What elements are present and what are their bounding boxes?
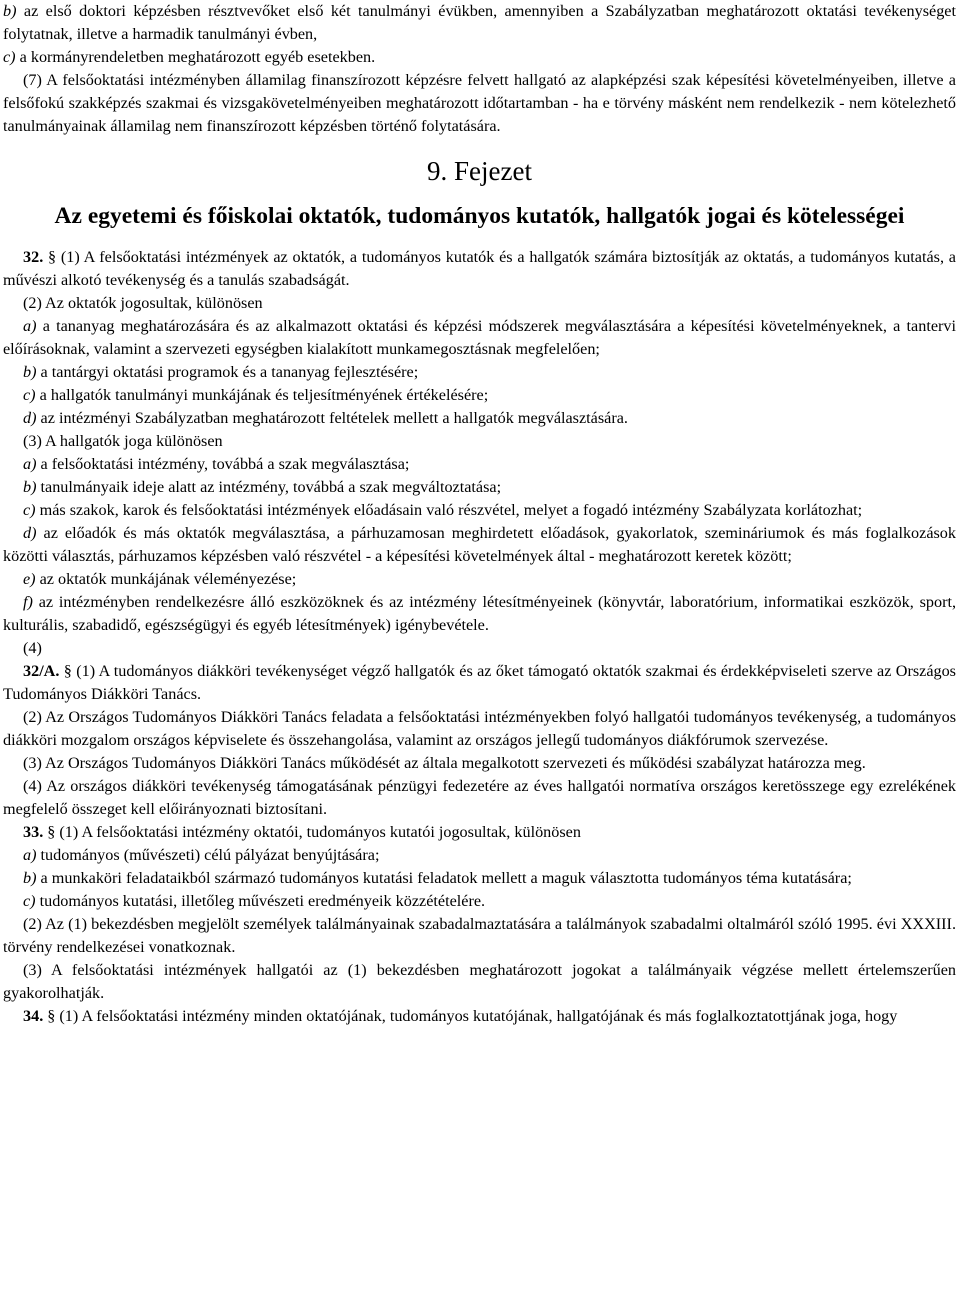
chapter-heading: Az egyetemi és főiskolai oktatók, tudományos kutatók, hallgatók jogai és kötelességei: [54, 203, 905, 229]
section-32-p1: [3, 246, 956, 292]
section-33-a: [3, 844, 956, 867]
section-number: 32.: [23, 248, 44, 266]
item-text: a tantárgyi oktatási programok és a tananyag fejlesztésére;: [36, 363, 419, 381]
item-label: b): [23, 869, 37, 887]
section-34-p1: [3, 1005, 956, 1028]
section-32-h-d: [3, 522, 956, 568]
section-text: § (1) A felsőoktatási intézmény oktatói, tudományos kutatói jogosultak, különösen: [43, 823, 581, 841]
section-text: § (1) A felsőoktatási intézmények az oktatók, a tudományos kutatók és a hallgatók számára biztosítják az oktatás, a tudományos kutatás, a művészi alkotó tevékenység és a tanulás szabadságát.: [3, 248, 956, 289]
item-label: f): [23, 593, 33, 611]
item-text: az intézményben rendelkezésre álló eszközöknek és az intézmény létesítményeinek (könyvtár, laboratórium, informatikai eszközök, sport, kulturális, szabadidő, egészségügyi és egyéb létesítmények) igénybevétele.: [3, 593, 956, 634]
intro-section: [3, 0, 956, 138]
paragraph-c: [3, 46, 956, 69]
section-33-b: [3, 867, 956, 890]
section-32a-p4: (4) Az országos diákköri tevékenység támogatásának pénzügyi fedezetére az éves hallgatói normatíva országos keretösszege egy ezrelékének megfelelő összeget kell előirányoznati biztosítani.: [3, 777, 956, 818]
section-32-h-c: [3, 499, 956, 522]
item-label: a): [23, 317, 37, 335]
section-number: 34.: [23, 1007, 44, 1025]
section-text: § (1) A felsőoktatási intézmény minden oktatójának, tudományos kutatójának, hallgatójának és más foglalkoztatottjának joga, hogy: [43, 1007, 898, 1025]
section-number: 32/A.: [23, 662, 60, 680]
item-text: a munkaköri feladataikból származó tudományos kutatási feladatok mellett a maguk választotta tudományos téma kutatására;: [36, 869, 852, 887]
item-text: a felsőoktatási intézmény, továbbá a szak megválasztása;: [36, 455, 410, 473]
item-text: a tananyag meghatározására és az alkalmazott oktatási és képzési módszerek megválasztására a képesítési követelményeknek, a tantervi előírásoknak, valamint a szervezeti egységben kialakított munkamegosztásnak megfelelően;: [3, 317, 956, 358]
section-32-h-b: [3, 476, 956, 499]
section-32a: [3, 660, 956, 821]
item-text: az első doktori képzésben résztvevőket első két tanulmányi évükben, amennyiben a Szabályzatban meghatározott oktatási tevékenységet folytatnak, illetve a harmadik tanulmányi évben,: [3, 2, 956, 43]
section-32-c: [3, 384, 956, 407]
section-32-h-a: [3, 453, 956, 476]
section-32a-p1: [3, 660, 956, 706]
chapter-title: 9. Fejezet: [427, 156, 532, 186]
section-32-a: [3, 315, 956, 361]
item-label: b): [23, 363, 37, 381]
item-label: a): [23, 455, 37, 473]
section-32-p3: (3) A hallgatók joga különösen: [23, 432, 223, 450]
section-32a-p3: (3) Az Országos Tudományos Diákköri Tanács működését az általa megalkotott szervezeti és működési szabályzat határozza meg.: [23, 754, 866, 772]
section-32-h-e: [3, 568, 956, 591]
section-33: [3, 821, 956, 1005]
section-33-c: [3, 890, 956, 913]
item-text: tanulmányaik ideje alatt az intézmény, továbbá a szak megváltoztatása;: [36, 478, 502, 496]
item-label: c): [3, 48, 16, 66]
item-label: e): [23, 570, 36, 588]
item-text: a kormányrendeletben meghatározott egyéb esetekben.: [15, 48, 376, 66]
paragraph-7: (7) A felsőoktatási intézményben államilag finanszírozott képzésre felvett hallgató az alapképzési szak képesítési követelményeiben, illetve a felsőfokú szakképzés szakmai és vizsgakövetelményeiben meghatározott időtartamban - ha e törvény másként nem rendelkezik - nem kötelezhető tanulmányainak államilag nem finanszírozott képzésben történő folytatására.: [3, 71, 956, 135]
section-33-p2: (2) Az (1) bekezdésben megjelölt személyek találmányainak szabadalmaztatására a találmányok szabadalmi oltalmáról szóló 1995. évi XXXIII. törvény rendelkezései vonatkoznak.: [3, 915, 956, 956]
section-32-h-f: [3, 591, 956, 637]
item-text: a hallgatók tanulmányi munkájának és teljesítményének értékelésére;: [35, 386, 489, 404]
section-32-b: [3, 361, 956, 384]
item-label: a): [23, 846, 37, 864]
item-text: más szakok, karok és felsőoktatási intézmények előadásain való részvétel, melyet a fogadó intézmény Szabályzata korlátozhat;: [35, 501, 863, 519]
item-label: d): [23, 409, 37, 427]
item-label: d): [23, 524, 37, 542]
section-32: [3, 246, 956, 660]
item-text: az intézményi Szabályzatban meghatározott feltételek mellett a hallgatók megválasztására.: [36, 409, 628, 427]
item-label: c): [23, 386, 36, 404]
section-number: 33.: [23, 823, 44, 841]
paragraph-b: [3, 0, 956, 46]
section-text: § (1) A tudományos diákköri tevékenységet végző hallgatók és az őket támogató oktatók szakmai és érdekképviseleti szerve az Országos Tudományos Diákköri Tanács.: [3, 662, 956, 703]
section-32-p4: (4): [23, 639, 42, 657]
item-label: b): [3, 2, 17, 20]
section-33-p1: [3, 821, 956, 844]
section-34: [3, 1005, 956, 1028]
section-32-d: [3, 407, 956, 430]
section-32-p2: (2) Az oktatók jogosultak, különösen: [23, 294, 263, 312]
section-33-p3: (3) A felsőoktatási intézmények hallgatói az (1) bekezdésben meghatározott jogokat a találmányaik végzése mellett értelemszerűen gyakorolhatják.: [3, 961, 956, 1002]
item-label: c): [23, 501, 36, 519]
item-text: az előadók és más oktatók megválasztása, a párhuzamosan meghirdetett előadások, gyakorlatok, szemináriumok és más foglalkozások közötti választás, párhuzamos képzésben való részvétel - a képesítési követelmények által - meghatározott keretek között;: [3, 524, 956, 565]
item-label: c): [23, 892, 36, 910]
item-text: tudományos kutatási, illetőleg művészeti eredményeik közzétételére.: [35, 892, 486, 910]
section-32a-p2: (2) Az Országos Tudományos Diákköri Tanács feladata a felsőoktatási intézményekben folyó hallgatói tudományos tevékenység, a tudományos diákköri mozgalom országos képviselete és összehangolása, valamint az országos jellegű tudományos diákfórumok szervezése.: [3, 708, 956, 749]
item-label: b): [23, 478, 37, 496]
item-text: az oktatók munkájának véleményezése;: [35, 570, 297, 588]
item-text: tudományos (művészeti) célú pályázat benyújtására;: [36, 846, 380, 864]
